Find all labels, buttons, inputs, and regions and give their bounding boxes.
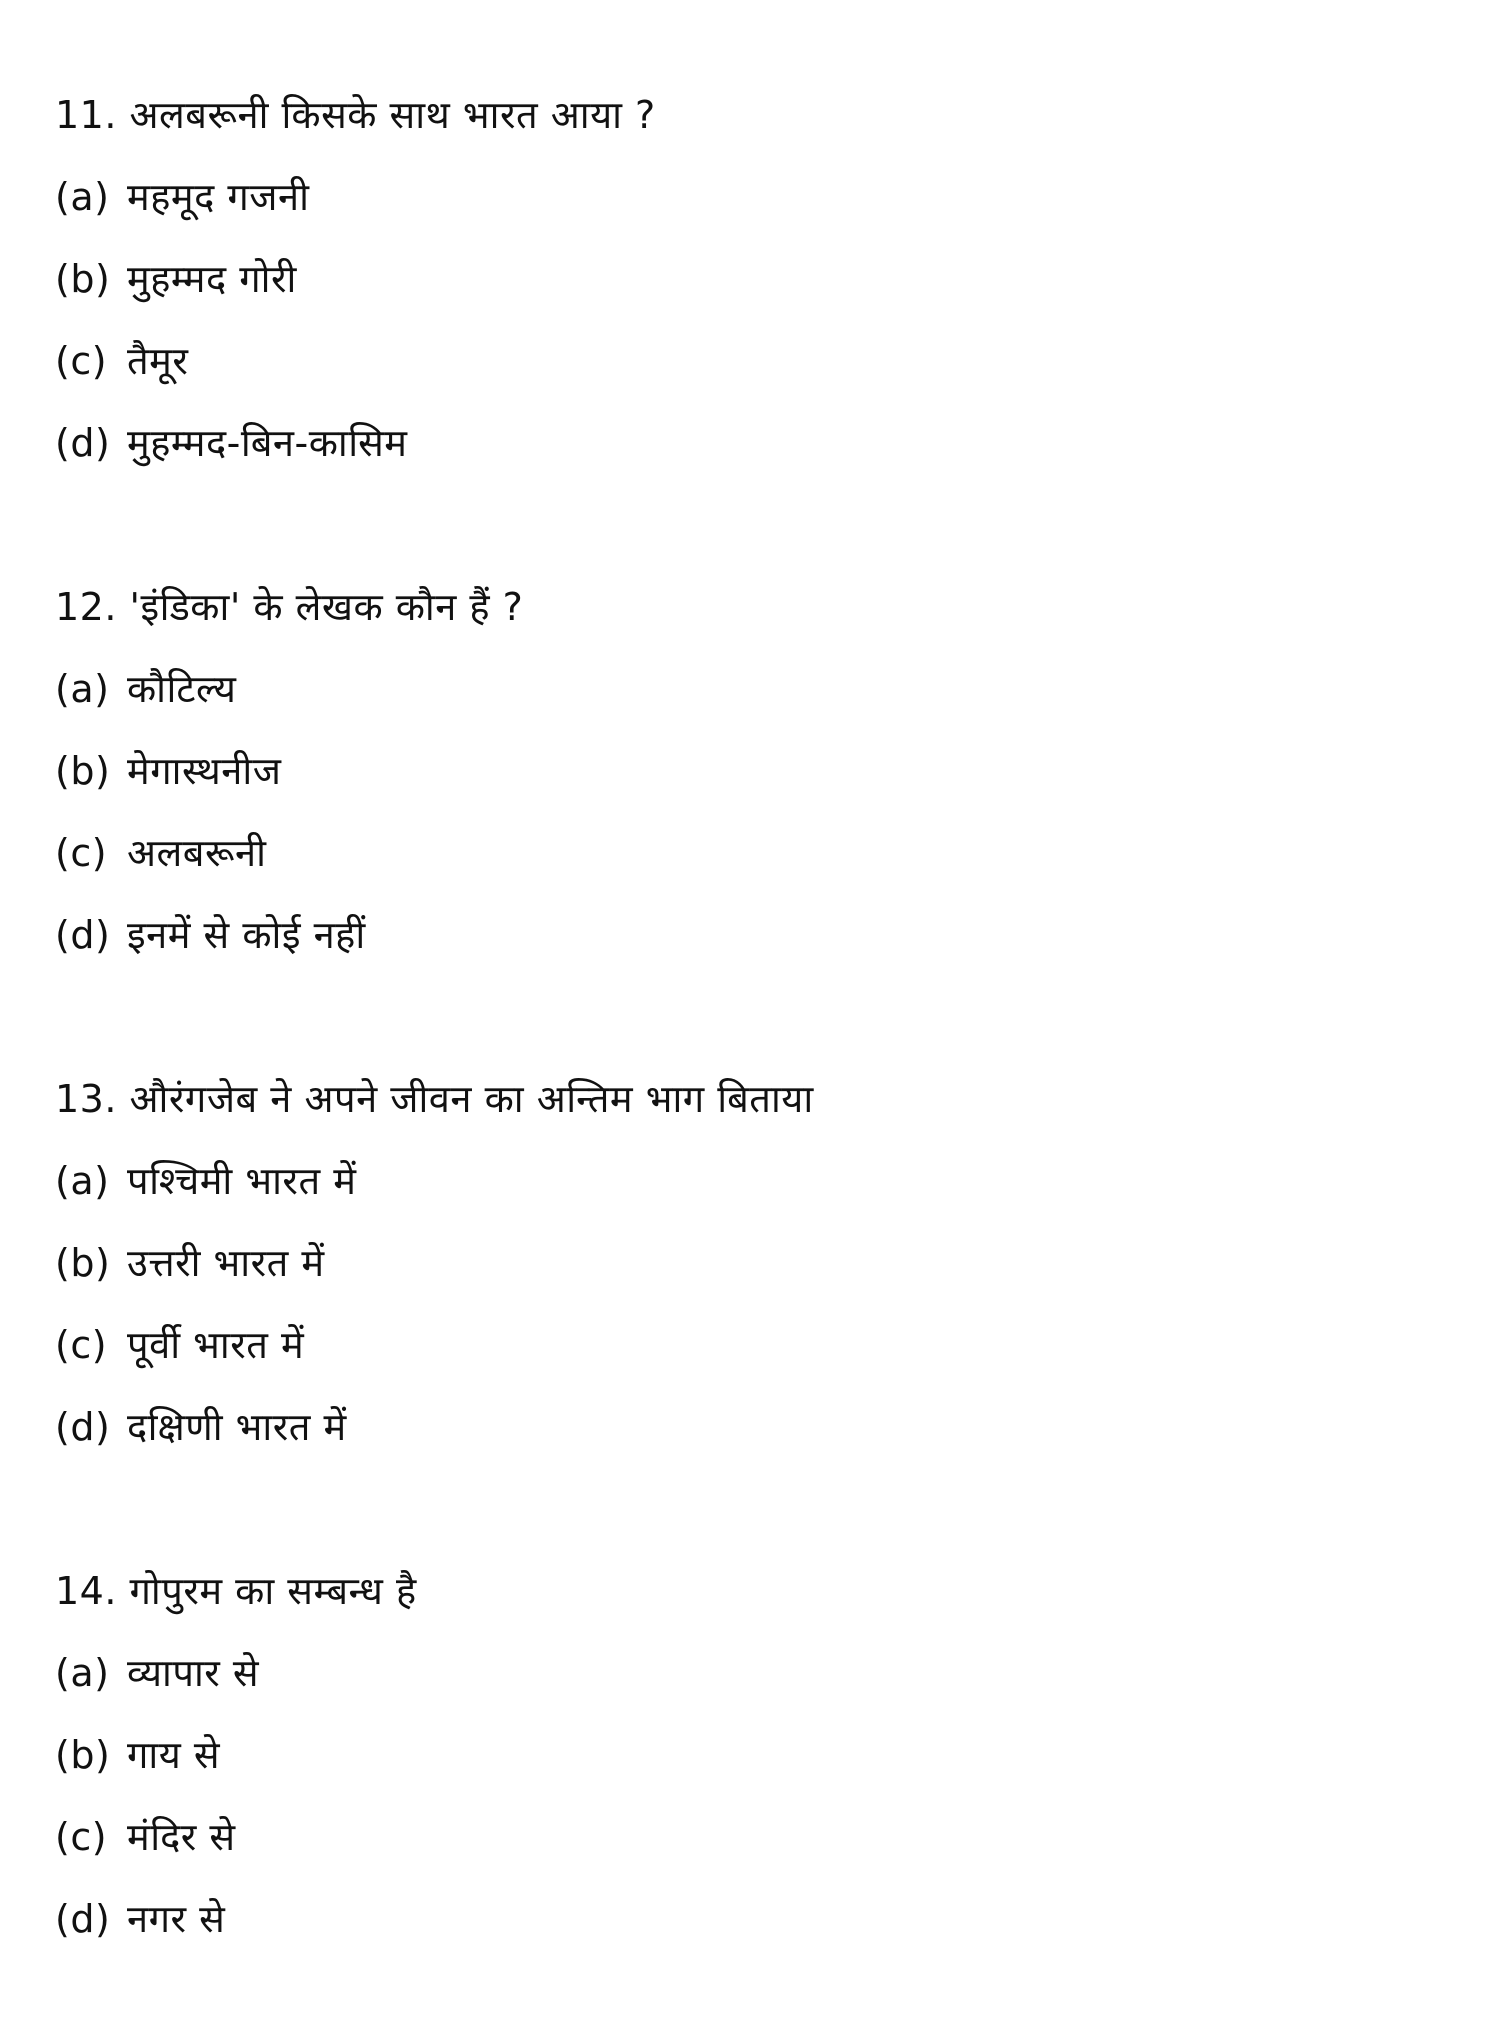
question-text: 14. गोपुरम का सम्बन्ध है: [55, 1569, 417, 1613]
option-label: (a): [55, 175, 110, 219]
option-value: दक्षिणी भारत में: [127, 1405, 347, 1449]
option-value: मेगास्थनीज: [127, 749, 282, 793]
question-11: [55, 74, 1435, 484]
option-c: [55, 1304, 1435, 1386]
option-label: (b): [55, 1733, 111, 1777]
option-label: (b): [55, 749, 111, 793]
option-b: [55, 1714, 1435, 1796]
option-value: तैमूर: [127, 339, 189, 383]
question-14: [55, 1550, 1435, 1960]
option-label: (d): [55, 421, 111, 465]
question-text: 13. औरंगजेब ने अपने जीवन का अन्तिम भाग बिताया: [55, 1077, 814, 1121]
option-b: [55, 1222, 1435, 1304]
option-a: [55, 1140, 1435, 1222]
option-label: (a): [55, 1159, 110, 1203]
option-b: [55, 730, 1435, 812]
option-a: [55, 1632, 1435, 1714]
option-value: गाय से: [127, 1733, 221, 1777]
option-label: (d): [55, 913, 111, 957]
option-value: पूर्वी भारत में: [127, 1323, 305, 1367]
option-d: [55, 894, 1435, 976]
option-a: [55, 156, 1435, 238]
option-value: मुहम्मद-बिन-कासिम: [127, 421, 408, 465]
option-d: [55, 1386, 1435, 1468]
option-value: पश्चिमी भारत में: [127, 1159, 357, 1203]
option-c: [55, 812, 1435, 894]
option-c: [55, 320, 1435, 402]
option-label: (c): [55, 1815, 108, 1859]
option-label: (c): [55, 1323, 108, 1367]
question-13: [55, 1058, 1435, 1468]
option-b: [55, 238, 1435, 320]
option-value: मुहम्मद गोरी: [127, 257, 297, 301]
option-label: (d): [55, 1897, 111, 1941]
option-label: (b): [55, 1241, 111, 1285]
option-value: व्यापार से: [127, 1651, 260, 1695]
question-12: [55, 566, 1435, 976]
option-value: उत्तरी भारत में: [127, 1241, 325, 1285]
option-label: (c): [55, 831, 108, 875]
option-value: नगर से: [127, 1897, 226, 1941]
option-label: (c): [55, 339, 108, 383]
option-c: [55, 1796, 1435, 1878]
option-label: (a): [55, 667, 110, 711]
option-d: [55, 1878, 1435, 1960]
option-d: [55, 402, 1435, 484]
option-value: इनमें से कोई नहीं: [127, 913, 366, 957]
question-text: 12. 'इंडिका' के लेखक कौन हैं ?: [55, 585, 524, 629]
option-value: महमूद गजनी: [127, 175, 310, 219]
option-label: (d): [55, 1405, 111, 1449]
option-label: (a): [55, 1651, 110, 1695]
option-a: [55, 648, 1435, 730]
question-text: 11. अलबरूनी किसके साथ भारत आया ?: [55, 93, 656, 137]
option-value: अलबरूनी: [127, 831, 267, 875]
option-value: कौटिल्य: [127, 667, 237, 711]
option-label: (b): [55, 257, 111, 301]
option-value: मंदिर से: [127, 1815, 236, 1859]
